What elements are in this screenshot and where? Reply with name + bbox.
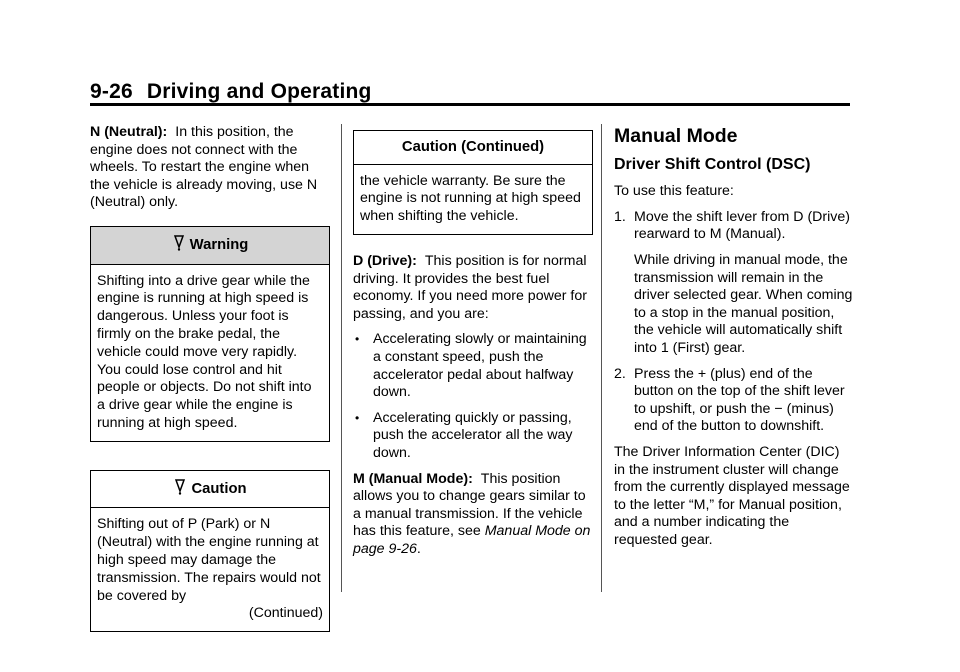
neutral-term: N (Neutral): bbox=[90, 124, 168, 140]
page-number: 9-26 bbox=[90, 80, 133, 103]
drive-term: D (Drive): bbox=[353, 252, 417, 269]
header-rule bbox=[90, 103, 850, 106]
caution-box bbox=[90, 470, 330, 632]
manual-paragraph bbox=[353, 471, 593, 559]
step-number: 1. bbox=[614, 208, 626, 225]
warning-box bbox=[90, 226, 330, 442]
section-title: Driving and Operating bbox=[146, 80, 372, 103]
drive-paragraph bbox=[353, 253, 593, 323]
list-item bbox=[614, 366, 854, 436]
caution-continued-header: Caution (Continued) bbox=[354, 131, 592, 165]
step-number: 2. bbox=[614, 365, 626, 382]
subsection-heading: Driver Shift Control (DSC) bbox=[614, 155, 811, 173]
intro-text: To use this feature: bbox=[614, 183, 734, 200]
column-2 bbox=[353, 124, 593, 566]
continued-label: (Continued) bbox=[248, 605, 323, 622]
caution-title: Caution bbox=[191, 480, 247, 497]
step-text: Press the + (plus) end of the button on the top of the shift lever to upshift, or push the − (minus) end of the button to downshift. bbox=[634, 365, 845, 435]
warning-icon bbox=[172, 235, 186, 257]
page-header bbox=[90, 80, 372, 104]
neutral-text: In this position, the engine does not connect with the wheels. To restart the engine when the vehicle is already moving, use N (Neutral) only. bbox=[90, 124, 318, 211]
list-item: • Accelerating quickly or passing, push the accelerator all the way down. bbox=[353, 410, 593, 463]
list-item: • Accelerating slowly or maintaining a constant speed, push the accelerator pedal about halfway down. bbox=[353, 331, 593, 401]
section-heading: Manual Mode bbox=[614, 125, 738, 147]
manual-end: . bbox=[416, 540, 421, 557]
dic-paragraph: The Driver Information Center (DIC) in the instrument cluster will change from the currently displayed message to the letter “M,” for Manual position, and a number indicating the requested gear. bbox=[614, 443, 850, 548]
caution-continued-box bbox=[353, 130, 593, 235]
step-text: Move the shift lever from D (Drive) rearward to M (Manual). bbox=[634, 208, 851, 243]
manual-text: This position allows you to change gears similar to a manual transmission. If the vehicle has this feature, see bbox=[353, 470, 586, 540]
manual-term: M (Manual Mode): bbox=[353, 470, 473, 487]
drive-text: This position is for normal driving. It provides the best fuel economy. If you need more power for passing, and you are: bbox=[353, 252, 587, 322]
column-divider bbox=[601, 124, 602, 592]
column-divider bbox=[341, 124, 342, 592]
steps-list bbox=[614, 209, 854, 436]
caution-header bbox=[91, 471, 329, 509]
list-item bbox=[614, 209, 854, 358]
caution-icon bbox=[173, 479, 187, 501]
neutral-paragraph bbox=[90, 124, 330, 212]
caution-text: Shifting out of P (Park) or N (Neutral) with the engine running at high speed may damage the transmission. The repairs would not be covered by bbox=[97, 516, 321, 604]
warning-title: Warning bbox=[189, 236, 249, 253]
warning-header bbox=[91, 227, 329, 265]
drive-bullets bbox=[353, 331, 593, 462]
caution-body bbox=[91, 508, 329, 631]
step-subtext: While driving in manual mode, the transmission will remain in the driver selected gear. When coming to a stop in the manual position, the vehicle will automatically shift into 1 (First) gear. bbox=[634, 251, 853, 356]
manual-mode-link[interactable]: Manual Mode on page 9-26 bbox=[353, 523, 591, 557]
caution-continued-body: the vehicle warranty. Be sure the engine is not running at high speed when shifting the vehicle. bbox=[360, 172, 581, 225]
warning-body: Shifting into a drive gear while the engine is running at high speed is dangerous. Unless your foot is firmly on the brake pedal, the vehicle could move very rapidly. You could lose control and hit people or objects. Do not shift into a drive gear while the engine is running at high speed. bbox=[97, 272, 312, 431]
column-1 bbox=[90, 124, 330, 632]
column-3 bbox=[614, 124, 854, 557]
